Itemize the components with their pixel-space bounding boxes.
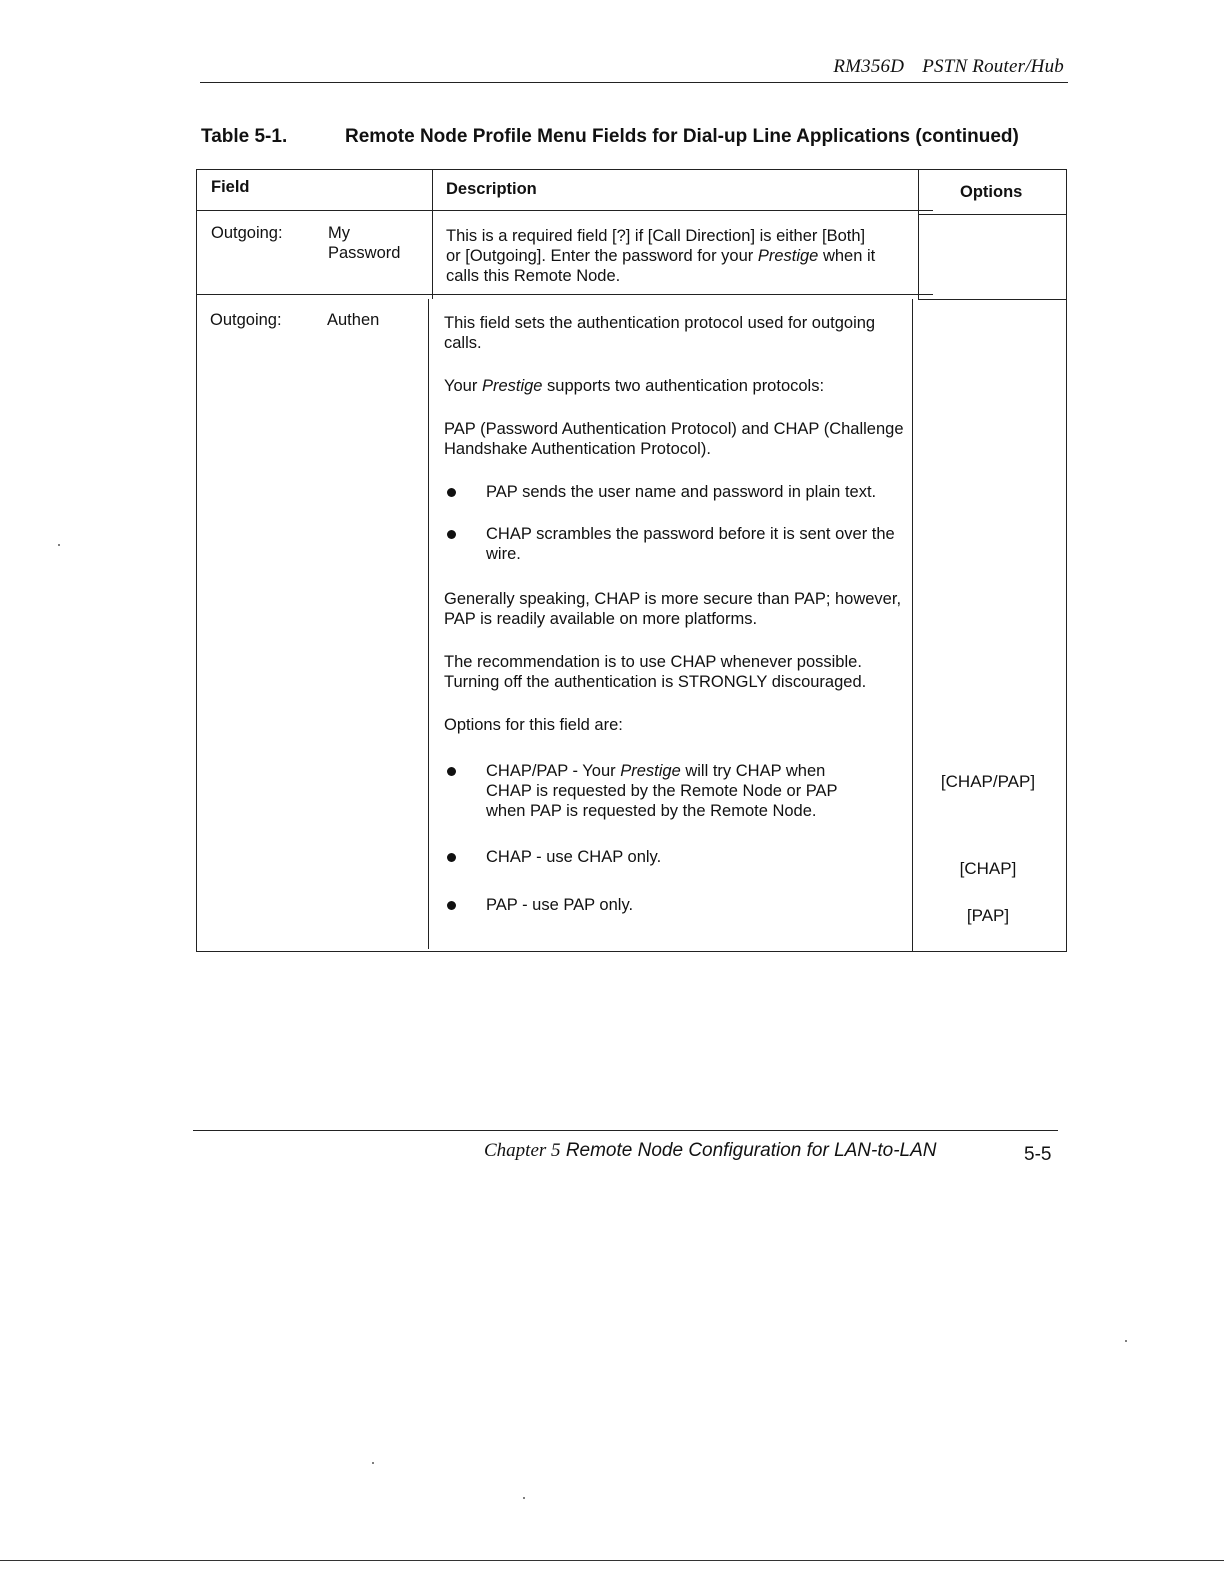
header-product: PSTN Router/Hub	[922, 56, 1064, 77]
row2-option-chap-pap	[444, 761, 910, 821]
row2-option-chap-pap-b: will try CHAP when CHAP is requested by the Remote Node or PAP when PAP is requested by the Remote Node.	[486, 762, 838, 820]
row2-desc-paragraph-6: Options for this field are:	[444, 716, 623, 734]
row1-field-name-line1: My	[328, 224, 350, 242]
row1-desc-line2-b: when it	[818, 247, 876, 265]
row1-divider-options	[918, 299, 1067, 300]
option-chap-pap: [CHAP/PAP]	[940, 772, 1036, 791]
row1-desc-line2	[446, 246, 916, 266]
table-caption: Remote Node Profile Menu Fields for Dial-up Line Applications (continued)	[345, 126, 1019, 147]
column-header-field: Field	[211, 178, 250, 196]
row2-field-prefix: Outgoing:	[210, 311, 282, 329]
row2-desc-product: Prestige	[481, 377, 543, 395]
bullet-dot-icon	[447, 853, 456, 862]
scan-speck	[58, 544, 60, 546]
row2-bullet-pap-text: PAP sends the user name and password in plain text.	[486, 483, 877, 501]
row1-desc-line3: calls this Remote Node.	[446, 267, 621, 285]
scan-edge-line	[0, 1560, 1224, 1561]
row2-desc-paragraph-1: This field sets the authentication protocol used for outgoing calls.	[444, 314, 876, 352]
row1-divider	[196, 294, 933, 295]
row2-desc-p2-a: Your	[444, 377, 482, 395]
bullet-dot-icon	[447, 901, 456, 910]
header-model: RM356D	[833, 56, 905, 77]
row2-option-product: Prestige	[620, 762, 681, 780]
running-header	[833, 56, 1064, 78]
col-divider-2b	[912, 299, 913, 952]
column-header-options: Options	[960, 183, 1023, 201]
row2-desc-paragraph-4: Generally speaking, CHAP is more secure than PAP; however, PAP is readily available on more platforms.	[444, 590, 902, 628]
scan-speck	[523, 1497, 525, 1499]
option-pap: [PAP]	[966, 906, 1010, 925]
row1-field-name-line2: Password	[328, 244, 401, 262]
row2-bullet-pap	[444, 482, 910, 502]
col-divider-2	[918, 169, 919, 299]
bullet-dot-icon	[447, 488, 456, 497]
header-row-divider-options	[918, 214, 1067, 215]
row1-desc-line2-a: or [Outgoing]. Enter the password for your	[446, 247, 758, 265]
footer-rule	[193, 1130, 1058, 1131]
row2-bullet-chap	[444, 524, 910, 564]
row2-description	[444, 313, 910, 937]
header-row-divider	[196, 210, 933, 211]
scan-speck	[372, 1462, 374, 1464]
row2-desc-paragraph-3: PAP (Password Authentication Protocol) and CHAP (Challenge Handshake Authentication Protocol).	[444, 420, 904, 458]
row2-option-chap	[444, 847, 910, 867]
bullet-dot-icon	[447, 530, 456, 539]
running-footer	[484, 1140, 937, 1162]
row2-desc-p2-b: supports two authentication protocols:	[542, 377, 825, 395]
row1-desc-line1: This is a required field [?] if [Call Direction] is either [Both]	[446, 227, 866, 245]
option-chap: [CHAP]	[959, 859, 1017, 878]
table-number: Table 5-1.	[201, 126, 288, 147]
row2-option-chap-pap-a: CHAP/PAP - Your	[486, 762, 621, 780]
header-rule	[200, 82, 1068, 83]
row2-field-name: Authen	[327, 311, 380, 329]
footer-chapter-title: Remote Node Configuration for LAN-to-LAN	[565, 1140, 937, 1161]
page-number: 5-5	[1024, 1144, 1052, 1165]
row1-field-prefix: Outgoing:	[211, 224, 283, 242]
row1-description	[446, 226, 916, 286]
row2-desc-paragraph-2	[444, 376, 910, 396]
footer-chapter-label: Chapter 5	[484, 1140, 561, 1161]
row2-option-chap-text: CHAP - use CHAP only.	[486, 848, 662, 866]
row1-field-name	[328, 223, 400, 263]
scan-speck	[1125, 1340, 1127, 1342]
col-divider-1	[432, 169, 433, 299]
row2-option-pap	[444, 895, 910, 915]
column-header-description: Description	[446, 180, 537, 198]
col-divider-1b	[428, 299, 429, 949]
row1-desc-product: Prestige	[757, 247, 819, 265]
table-title	[201, 126, 1081, 148]
row2-bullet-chap-text: CHAP scrambles the password before it is sent over the wire.	[486, 525, 895, 563]
row2-option-pap-text: PAP - use PAP only.	[486, 896, 634, 914]
row2-desc-paragraph-5: The recommendation is to use CHAP whenever possible. Turning off the authentication is STRONGLY discouraged.	[444, 653, 867, 691]
bullet-dot-icon	[447, 767, 456, 776]
